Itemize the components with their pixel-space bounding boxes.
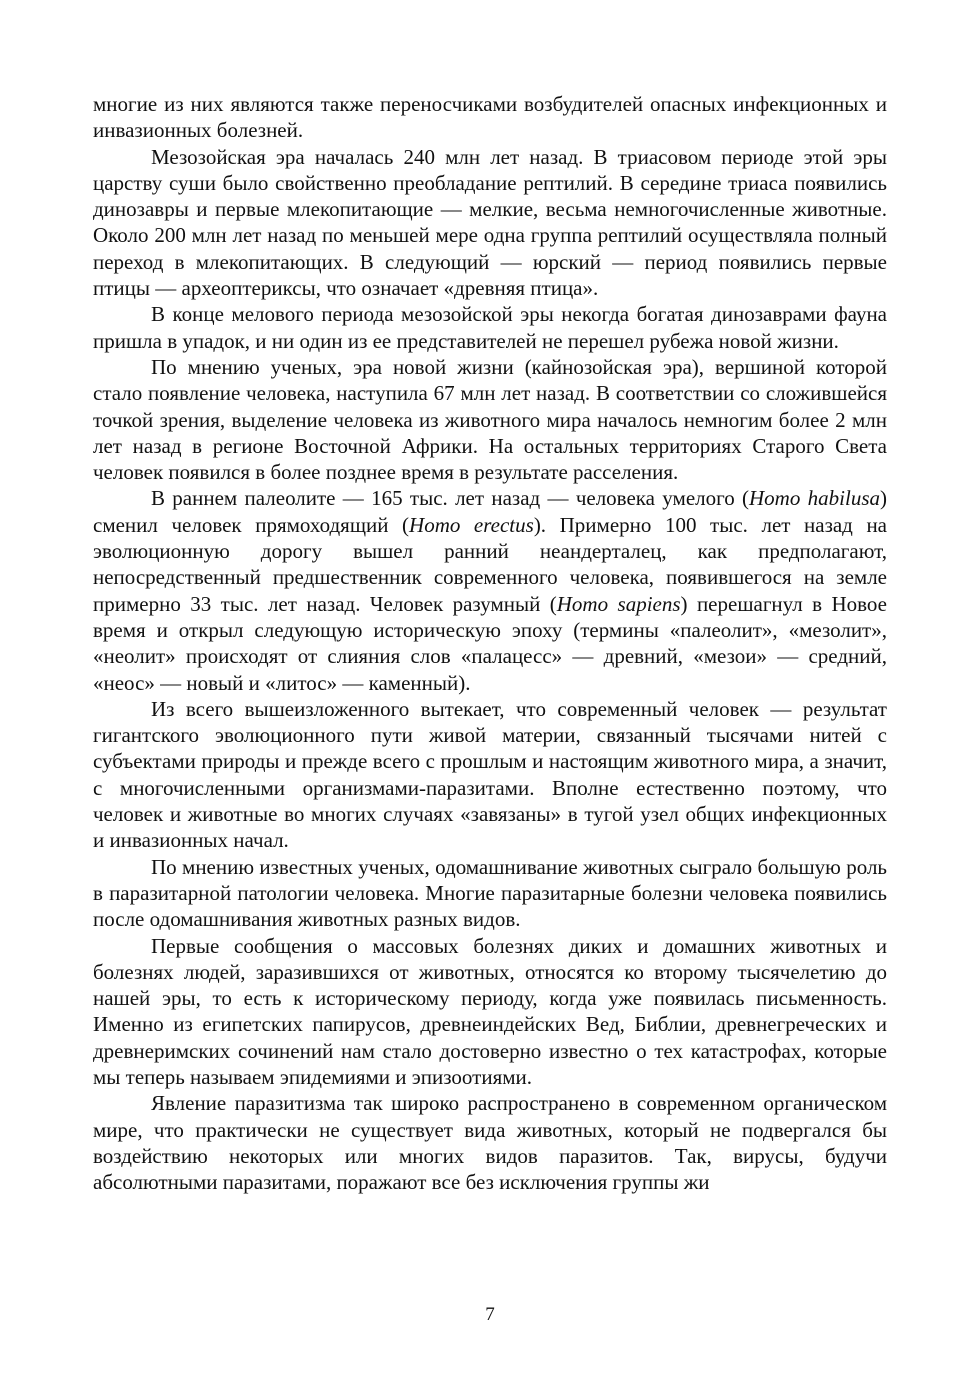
text-run: По мнению известных ученых, одомашнивание животных сыграло большую роль в паразитарной патологии человека. Многие паразитарные болезни человека появились после одомашнивания животных разных видов. <box>93 854 887 932</box>
text-run: Из всего вышеизложенного вытекает, что современный человек — результат гигантского эволюционного пути живой материи, связанный тысячами нитей с субъектами природы и прежде всего с прошлым и настоящим животного мира, а значит, с многочисленными организмами-паразитами. Вполне естественно поэтому, что человек и животные во многих случаях «завязаны» в тугой узел общих инфекционных и инвазионных начал. <box>93 696 887 853</box>
text-run: Явление паразитизма так широко распространено в современном органическом мире, что практически не существует вида животных, который не подвергался бы воздействию некоторых или многих видов паразитов. Так, вирусы, будучи абсолютными паразитами, поражают все без исключения группы жи <box>93 1091 887 1195</box>
paragraph <box>93 485 887 695</box>
paragraph <box>93 301 887 354</box>
text-run: ) перешагнул в Новое время и открыл следующую историческую эпоху (термины «палеолит», «мезолит», «неолит» происходят от слияния слов «палацесс» — древний, «мезои» — средний, «неос» — новый и «литос» — каменный). <box>93 591 887 695</box>
latin-term: Homo habilusa <box>749 486 880 511</box>
text-run: По мнению ученых, эра новой жизни (кайнозойская эра), вершиной которой стало появление человека, наступила 67 млн лет назад. В соответствии со сложившейся точкой зрения, выделение человека из животного мира началось немногим более 2 млн лет назад в регионе Восточной Африки. На остальных территориях Старого Света человек появился в более позднее время в результате расселения. <box>93 354 887 485</box>
latin-term: Homo sapiens <box>556 591 681 616</box>
text-run: В раннем палеолите — 165 тыс. лет назад — человека умелого ( <box>151 486 750 511</box>
paragraph <box>93 354 887 485</box>
paragraph <box>93 1090 887 1195</box>
paragraph <box>93 144 887 302</box>
body-text <box>93 91 887 1195</box>
latin-term: Homo erectus <box>409 512 534 537</box>
text-run: многие из них являются также переносчиками возбудителей опасных инфекционных и инвазионных болезней. <box>93 92 887 143</box>
paragraph <box>93 91 887 144</box>
paragraph <box>93 933 887 1091</box>
text-run: ). Примерно 100 тыс. лет назад на эволюционную дорогу вышел ранний неандерталец, как предполагают, непосредственный предшественник современного человека, появившегося на земле примерно 33 тыс. лет назад. Человек разумный ( <box>93 512 888 616</box>
text-run: В конце мелового периода мезозойской эры некогда богатая динозаврами фауна пришла в упадок, и ни один из ее представителей не перешел рубежа новой жизни. <box>93 302 887 353</box>
paragraph <box>93 854 887 933</box>
page-number: 7 <box>485 1304 495 1325</box>
text-run: Первые сообщения о массовых болезнях диких и домашних животных и болезнях людей, заразившихся от животных, относятся ко второму тысячелетию до нашей эры, то есть к историческому периоду, когда уже появилась письменность. Именно из египетских папирусов, древнеиндейских Вед, Библии, древнегреческих и древнеримских сочинений нам стало достоверно известно о тех катастрофах, которые мы теперь называем эпидемиями и эпизоотиями. <box>93 933 887 1089</box>
text-run: Мезозойская эра началась 240 млн лет назад. В триасовом периоде этой эры царству суши было свойственно преобладание рептилий. В середине триаса появились динозавры и первые млекопитающие — мелкие, весьма немногочисленные животные. Около 200 млн лет назад по меньшей мере одна группа рептилий осуществляла полный переход в млекопитающих. В следующий — юрский — период появились первые птицы — археоптериксы, что означает «древняя птица». <box>93 144 887 301</box>
text-run: ) сменил человек прямоходящий ( <box>93 486 887 537</box>
paragraph <box>93 696 887 854</box>
